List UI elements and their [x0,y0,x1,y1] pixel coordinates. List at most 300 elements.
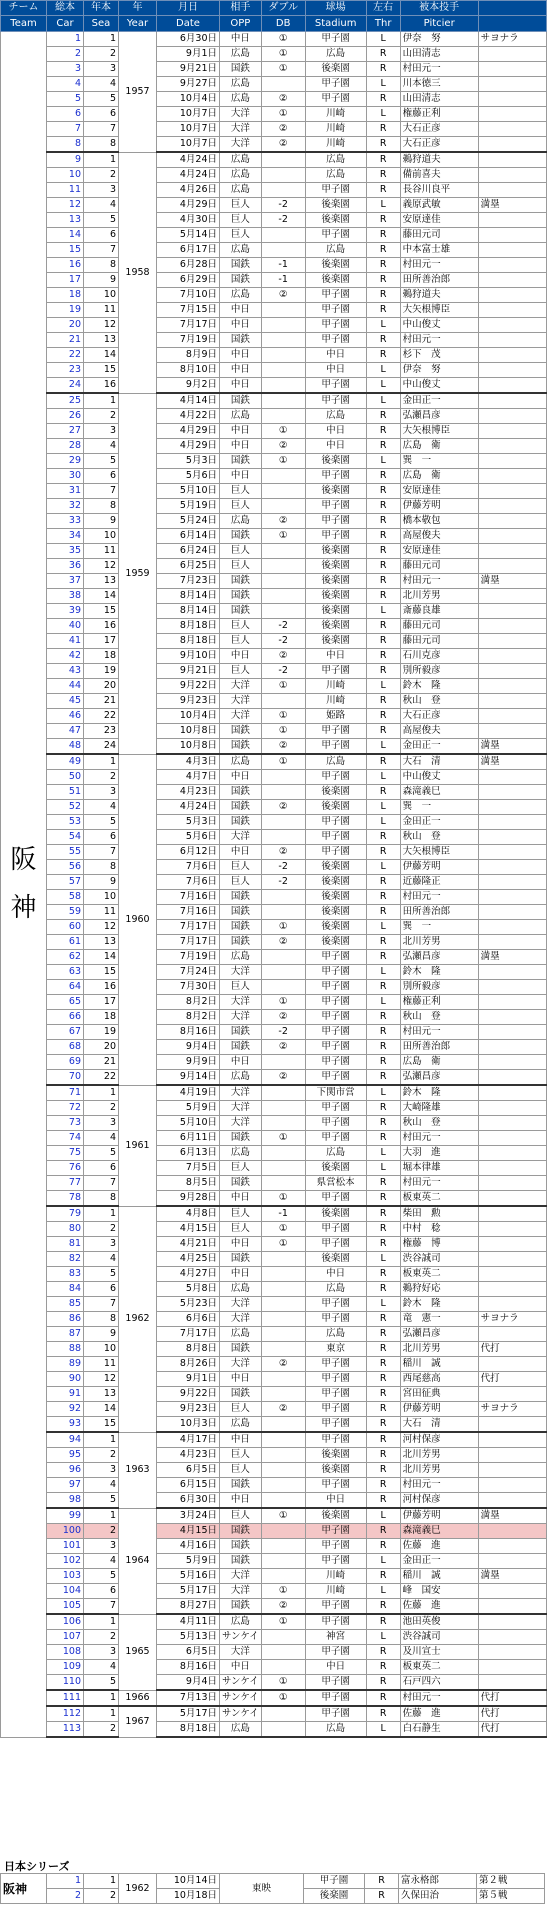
doubleheader-cell: ② [261,1010,305,1025]
note-cell [478,1417,546,1433]
doubleheader-cell [261,1539,305,1554]
doubleheader-cell: -2 [261,875,305,890]
season-number: 16 [84,378,119,394]
season-number: 21 [84,694,119,709]
note-cell [478,168,546,183]
stadium-cell: 甲子園 [305,318,366,333]
date-cell: 7月6日 [157,860,220,875]
japan-series-title: 日本シリーズ [4,1860,70,1873]
season-number: 4 [84,1554,119,1569]
date-cell: 5月17日 [157,1584,220,1599]
season-number: 4 [84,439,119,454]
opponent-cell: 中日 [220,32,262,47]
note-cell [478,243,546,258]
table-row [1,1297,547,1312]
career-number: 14 [47,228,84,243]
pitcher-cell: 石川克彦 [400,649,478,664]
career-number: 83 [47,1267,84,1282]
throws-cell: R [366,1010,400,1025]
header-row [1,1,547,16]
pitcher-cell: 山田清志 [400,92,478,107]
throws-cell: R [366,890,400,905]
stadium-cell: 甲子園 [305,514,366,529]
date-cell: 9月28日 [157,1191,220,1207]
stadium-cell: 甲子園 [305,845,366,860]
note-cell [478,122,546,137]
season-number: 7 [84,1599,119,1615]
career-number: 89 [47,1357,84,1372]
stadium-cell: 後楽園 [305,1206,366,1222]
table-row [1,1085,547,1101]
table-row [1,1630,547,1645]
header-cell: チーム [1,1,47,16]
throws-cell: R [366,754,400,770]
table-row [1,694,547,709]
note-cell [478,1478,546,1493]
opponent-cell: 大洋 [220,107,262,122]
date-cell: 9月4日 [157,1040,220,1055]
header-cell: 左右 [366,1,400,16]
season-number: 8 [84,1191,119,1207]
date-cell: 4月27日 [157,1267,220,1282]
stadium-cell: 甲子園 [305,1191,366,1207]
throws-cell: R [366,409,400,424]
doubleheader-cell: -1 [261,273,305,288]
table-row [1,574,547,589]
career-number: 39 [47,604,84,619]
doubleheader-cell [261,1252,305,1267]
note-cell [478,920,546,935]
note-cell [478,649,546,664]
throws-cell: R [366,1706,400,1722]
pitcher-cell: 富永格郎 [399,1874,477,1889]
pitcher-cell: 渋谷誠司 [400,1252,478,1267]
stadium-cell: 甲子園 [305,1645,366,1660]
table-row [1,1478,547,1493]
throws-cell: R [366,634,400,649]
table-row [1,649,547,664]
doubleheader-cell: ② [261,1402,305,1417]
table-row [1,890,547,905]
table-row [1,1508,547,1524]
date-cell: 6月29日 [157,273,220,288]
note-cell [478,499,546,514]
opponent-cell: 国鉄 [220,529,262,544]
table-row [1,1252,547,1267]
note-cell [478,273,546,288]
career-number: 70 [47,1070,84,1086]
season-number: 1 [84,1874,119,1889]
throws-cell: R [366,92,400,107]
career-number: 19 [47,303,84,318]
opponent-cell: 国鉄 [220,1478,262,1493]
doubleheader-cell [261,1085,305,1101]
doubleheader-cell [261,152,305,168]
throws-cell: R [366,1675,400,1691]
table-row [1,409,547,424]
table-row [1,1569,547,1584]
pitcher-cell: 秋山 登 [400,1116,478,1131]
stadium-cell: 中日 [305,424,366,439]
header-cell: Stadium [305,16,366,32]
career-number: 20 [47,318,84,333]
note-cell [478,1176,546,1191]
throws-cell: R [366,1206,400,1222]
season-number: 10 [84,1342,119,1357]
doubleheader-cell [261,1432,305,1448]
doubleheader-cell [261,1312,305,1327]
date-cell: 5月9日 [157,1101,220,1116]
career-number: 11 [47,183,84,198]
doubleheader-cell [261,393,305,409]
doubleheader-cell [261,1554,305,1569]
career-number: 85 [47,1297,84,1312]
pitcher-cell: 峰 国安 [400,1584,478,1599]
season-number: 5 [84,1675,119,1691]
header-cell: Car [47,16,84,32]
throws-cell: R [366,709,400,724]
year-cell: 1967 [119,1706,157,1737]
opponent-cell: 広島 [220,409,262,424]
table-row [1,739,547,755]
throws-cell: R [366,1387,400,1402]
table-row [1,1237,547,1252]
opponent-cell: 中日 [220,1237,262,1252]
table-row [1,815,547,830]
throws-cell: L [366,363,400,378]
note-cell [478,1660,546,1675]
career-number: 44 [47,679,84,694]
note-cell [478,980,546,995]
doubleheader-cell: ② [261,800,305,815]
stadium-cell: 後楽園 [305,604,366,619]
date-cell: 9月21日 [157,664,220,679]
opponent-cell: 国鉄 [220,1252,262,1267]
stadium-cell: 後楽園 [305,544,366,559]
stadium-cell: 県営松本 [305,1176,366,1191]
stadium-cell: 甲子園 [305,288,366,303]
career-number: 17 [47,273,84,288]
doubleheader-cell: ① [261,454,305,469]
table-row [1,544,547,559]
season-number: 7 [84,1297,119,1312]
note-cell [478,107,546,122]
season-number: 3 [84,1463,119,1478]
date-cell: 8月9日 [157,348,220,363]
date-cell: 7月16日 [157,905,220,920]
pitcher-cell: 金田正一 [400,1554,478,1569]
note-cell [478,484,546,499]
opponent-cell: 大洋 [220,1101,262,1116]
throws-cell: R [366,574,400,589]
stadium-cell: 後楽園 [305,1463,366,1478]
career-number: 12 [47,198,84,213]
pitcher-cell: 佐藤 進 [400,1706,478,1722]
pitcher-cell: 佐藤 進 [400,1539,478,1554]
date-cell: 8月2日 [157,995,220,1010]
career-number: 55 [47,845,84,860]
season-number: 9 [84,514,119,529]
table-row [1,469,547,484]
table-row [1,288,547,303]
doubleheader-cell: -2 [261,634,305,649]
throws-cell: R [366,47,400,62]
stadium-cell: 川崎 [305,107,366,122]
opponent-cell: 国鉄 [220,1539,262,1554]
opponent-cell: 中日 [220,649,262,664]
opponent-cell: 東映 [220,1874,304,1904]
note-cell [478,709,546,724]
stadium-cell: 甲子園 [305,469,366,484]
header-cell: Thr [366,16,400,32]
season-number: 2 [84,1222,119,1237]
career-number: 22 [47,348,84,363]
pitcher-cell: 板東英二 [400,1191,478,1207]
table-row [1,47,547,62]
stadium-cell: 後楽園 [305,484,366,499]
career-number: 15 [47,243,84,258]
header-cell: 球場 [305,1,366,16]
career-number: 24 [47,378,84,394]
date-cell: 4月29日 [157,424,220,439]
note-cell [478,47,546,62]
opponent-cell: 国鉄 [220,393,262,409]
pitcher-cell: 村田元一 [400,1025,478,1040]
header-cell: 月日 [157,1,220,16]
date-cell: 6月5日 [157,1463,220,1478]
table-row [1,1101,547,1116]
career-number: 102 [47,1554,84,1569]
career-number: 36 [47,559,84,574]
opponent-cell: 広島 [220,183,262,198]
date-cell: 8月14日 [157,589,220,604]
throws-cell: R [366,213,400,228]
opponent-cell: 国鉄 [220,1554,262,1569]
season-number: 2 [84,1889,119,1904]
opponent-cell: 広島 [220,1614,262,1630]
season-number: 8 [84,860,119,875]
throws-cell: R [366,439,400,454]
pitcher-cell: 鵜狩道夫 [400,288,478,303]
date-cell: 4月19日 [157,1085,220,1101]
date-cell: 6月30日 [157,32,220,47]
pitcher-cell: 村田元一 [400,1478,478,1493]
date-cell: 9月14日 [157,1070,220,1086]
season-number: 1 [84,152,119,168]
throws-cell: R [366,589,400,604]
date-cell: 6月17日 [157,243,220,258]
note-cell [478,1131,546,1146]
note-cell [478,1116,546,1131]
table-row [1,1176,547,1191]
pitcher-cell: 安原達佳 [400,484,478,499]
date-cell: 9月23日 [157,694,220,709]
throws-cell: R [366,830,400,845]
season-number: 8 [84,1312,119,1327]
doubleheader-cell [261,950,305,965]
season-number: 3 [84,424,119,439]
note-cell [478,935,546,950]
note-cell: 満塁 [478,1508,546,1524]
date-cell: 10月14日 [157,1874,220,1889]
season-number: 15 [84,1417,119,1433]
table-row [1,1524,547,1539]
doubleheader-cell: ① [261,1675,305,1691]
doubleheader-cell [261,694,305,709]
stadium-cell: 甲子園 [305,303,366,318]
opponent-cell: 中日 [220,303,262,318]
table-row [1,514,547,529]
opponent-cell: 広島 [220,1327,262,1342]
opponent-cell: 広島 [220,92,262,107]
stadium-cell: 甲子園 [305,1402,366,1417]
stadium-cell: 甲子園 [305,1554,366,1569]
throws-cell: R [366,1478,400,1493]
header-cell: 総本 [47,1,84,16]
pitcher-cell: 竜 憲一 [400,1312,478,1327]
pitcher-cell: 別所毅彦 [400,664,478,679]
opponent-cell: 国鉄 [220,273,262,288]
pitcher-cell: 森滝義巳 [400,1524,478,1539]
throws-cell: R [366,152,400,168]
header-cell: DB [261,16,305,32]
table-row [1,1690,547,1706]
season-number: 2 [84,1448,119,1463]
career-number: 66 [47,1010,84,1025]
season-number: 3 [84,62,119,77]
date-cell: 4月3日 [157,754,220,770]
date-cell: 8月5日 [157,1176,220,1191]
note-cell [478,724,546,739]
note-cell [478,604,546,619]
table-row [1,303,547,318]
table-row [1,1191,547,1207]
throws-cell: L [366,965,400,980]
date-cell: 5月24日 [157,514,220,529]
pitcher-cell: 義原武敏 [400,198,478,213]
throws-cell: R [366,1417,400,1433]
note-cell [478,152,546,168]
pitcher-cell: 河村保彦 [400,1432,478,1448]
date-cell: 6月5日 [157,1645,220,1660]
career-number: 52 [47,800,84,815]
note-cell [478,1630,546,1645]
pitcher-cell: 中山俊丈 [400,378,478,394]
opponent-cell: 巨人 [220,1161,262,1176]
date-cell: 6月15日 [157,1478,220,1493]
throws-cell: L [366,1252,400,1267]
throws-cell: R [366,1176,400,1191]
pitcher-cell: 中本富士雄 [400,243,478,258]
pitcher-cell: 稲川 誠 [400,1357,478,1372]
career-number: 75 [47,1146,84,1161]
season-number: 9 [84,1327,119,1342]
career-number: 107 [47,1630,84,1645]
career-number: 97 [47,1478,84,1493]
pitcher-cell: 池田英俊 [400,1614,478,1630]
doubleheader-cell: ① [261,62,305,77]
stadium-cell: 甲子園 [305,183,366,198]
throws-cell: L [366,679,400,694]
stadium-cell: 甲子園 [305,378,366,394]
date-cell: 6月28日 [157,258,220,273]
year-cell: 1962 [119,1874,157,1904]
career-number: 69 [47,1055,84,1070]
pitcher-cell: 宮田征典 [400,1387,478,1402]
date-cell: 9月4日 [157,1675,220,1691]
stadium-cell: 後楽園 [305,589,366,604]
stadium-cell: 甲子園 [305,77,366,92]
pitcher-cell: 巽 一 [400,454,478,469]
note-cell: 満塁 [478,950,546,965]
throws-cell: R [366,544,400,559]
career-number: 6 [47,107,84,122]
doubleheader-cell [261,1161,305,1176]
throws-cell: R [366,875,400,890]
season-number: 12 [84,318,119,333]
table-row [1,1584,547,1599]
season-number: 14 [84,1402,119,1417]
stadium-cell: 甲子園 [305,1599,366,1615]
table-row [1,664,547,679]
doubleheader-cell [261,168,305,183]
year-cell: 1961 [119,1085,157,1206]
stadium-cell: 広島 [305,243,366,258]
opponent-cell: 中日 [220,1055,262,1070]
pitcher-cell: 村田元一 [400,62,478,77]
career-number: 92 [47,1402,84,1417]
note-cell [478,845,546,860]
throws-cell: L [366,198,400,213]
doubleheader-cell: ① [261,32,305,47]
throws-cell: R [366,1372,400,1387]
career-number: 41 [47,634,84,649]
career-number: 62 [47,950,84,965]
table-row [1,845,547,860]
pitcher-cell: 田所善治郎 [400,1040,478,1055]
table-row [1,122,547,137]
stadium-cell: 甲子園 [305,724,366,739]
pitcher-cell: 北川芳男 [400,589,478,604]
doubleheader-cell [261,1417,305,1433]
doubleheader-cell [261,1630,305,1645]
table-row [1,1645,547,1660]
pitcher-cell: 金田正一 [400,393,478,409]
note-cell [478,694,546,709]
date-cell: 4月22日 [157,409,220,424]
doubleheader-cell [261,815,305,830]
note-cell [478,529,546,544]
throws-cell: R [366,273,400,288]
throws-cell: R [366,1493,400,1509]
table-row [1,1372,547,1387]
date-cell: 7月15日 [157,303,220,318]
note-cell [478,439,546,454]
note-cell [478,303,546,318]
stadium-cell: 広島 [305,168,366,183]
career-number: 103 [47,1569,84,1584]
season-number: 6 [84,1161,119,1176]
throws-cell: R [366,935,400,950]
throws-cell: L [366,860,400,875]
stadium-cell: 甲子園 [305,1675,366,1691]
stadium-cell: 甲子園 [305,950,366,965]
pitcher-cell: 近藤隆正 [400,875,478,890]
opponent-cell: 巨人 [220,559,262,574]
doubleheader-cell [261,1297,305,1312]
season-number: 15 [84,604,119,619]
doubleheader-cell [261,1524,305,1539]
